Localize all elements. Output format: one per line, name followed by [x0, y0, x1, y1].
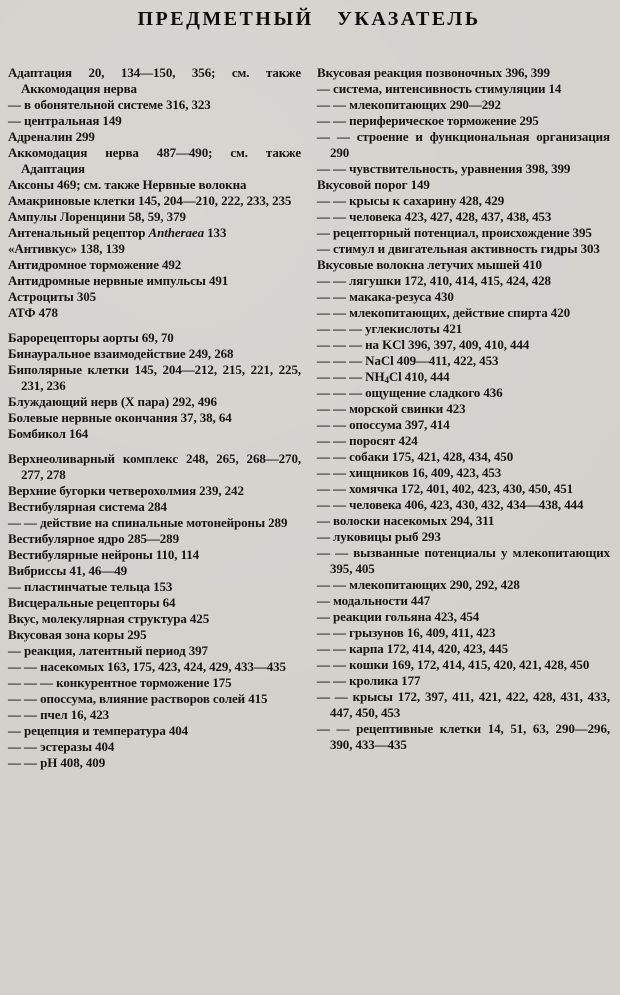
index-entry: — — насекомых 163, 175, 423, 424, 429, 433—435	[8, 659, 286, 674]
index-entry: — — макака-резуса 430	[317, 289, 454, 304]
index-entry: — — млекопитающих, действие спирта 420	[317, 305, 570, 320]
index-entry: АТФ 478	[8, 305, 58, 320]
index-entry: Антидромные нервные импульсы 491	[8, 273, 229, 288]
index-entry: Ампулы Лоренцини 58, 59, 379	[8, 209, 186, 224]
index-entry: Аксоны 469; см. также Нервные волокна	[8, 177, 247, 192]
index-entry: — система, интенсивность стимуляции 14	[317, 81, 562, 96]
index-entry: — реакции гольяна 423, 454	[317, 609, 480, 624]
index-entry: — — — углекислоты 421	[317, 321, 463, 336]
index-entry: — — строение и функциональная организация 290	[317, 129, 610, 160]
index-entry: — — чувствительность, уравнения 398, 399	[317, 161, 571, 176]
index-entry: — — грызунов 16, 409, 411, 423	[317, 625, 496, 640]
index-entry: — — — конкурентное торможение 175	[8, 675, 232, 690]
index-entry: Антенальный рецептор Antheraea 133	[8, 225, 227, 240]
index-entry: Бомбикол 164	[8, 426, 89, 441]
index-entry: Адреналин 299	[8, 129, 95, 144]
index-entry: Барорецепторы аорты 69, 70	[8, 330, 174, 345]
index-column-right	[317, 65, 610, 753]
index-entry: — — поросят 424	[317, 433, 418, 448]
index-column-left	[8, 65, 301, 771]
index-entry: — — млекопитающих 290, 292, 428	[317, 577, 520, 592]
index-entry: — — морской свинки 423	[317, 401, 466, 416]
index-entry: Астроциты 305	[8, 289, 97, 304]
index-entry: Вибриссы 41, 46—49	[8, 563, 128, 578]
index-entry: Болевые нервные окончания 37, 38, 64	[8, 410, 232, 425]
index-entry: — рецепторный потенциал, происхождение 395	[317, 225, 592, 240]
index-entry: Амакриновые клетки 145, 204—210, 222, 233, 235	[8, 193, 292, 208]
index-entry: — стимул и двигательная активность гидры 303	[317, 241, 600, 256]
index-entry: — — карпа 172, 414, 420, 423, 445	[317, 641, 508, 656]
index-entry: Висцеральные рецепторы 64	[8, 595, 176, 610]
index-entry: Верхние бугорки четверохолмия 239, 242	[8, 483, 244, 498]
index-entry: Вестибулярные нейроны 110, 114	[8, 547, 200, 562]
index-entry: Антидромное торможение 492	[8, 257, 182, 272]
index-entry: Вкусовая реакция позвоночных 396, 399	[317, 65, 550, 80]
index-entry: Вкусовая зона коры 295	[8, 627, 147, 642]
index-entry: — — млекопитающих 290—292	[317, 97, 501, 112]
index-entry: — — кошки 169, 172, 414, 415, 420, 421, 428, 450	[317, 657, 590, 672]
index-entry: — — вызванные потенциалы у млекопитающих 395, 405	[317, 545, 610, 576]
index-entry: — — — $NH_4Cl$ 410, 444	[317, 369, 450, 385]
index-entry: — в обонятельной системе 316, 323	[8, 97, 211, 112]
index-entry: — — опоссума 397, 414	[317, 417, 450, 432]
index-entry: — волоски насекомых 294, 311	[317, 513, 495, 528]
index-entry: — — хомячка 172, 401, 402, 423, 430, 450, 451	[317, 481, 574, 496]
index-entry: — — пчел 16, 423	[8, 707, 110, 722]
index-entry: — центральная 149	[8, 113, 122, 128]
index-entry: «Антивкус» 138, 139	[8, 241, 125, 256]
index-entry: Вестибулярное ядро 285—289	[8, 531, 179, 546]
index-entry: — луковицы рыб 293	[317, 529, 441, 544]
index-entry: — рецепция и температура 404	[8, 723, 189, 738]
index-entry: Верхнеоливарный комплекс 248, 265, 268—270, 277, 278	[8, 451, 301, 482]
index-entry: — пластинчатые тельца 153	[8, 579, 173, 594]
index-entry: — — — NaCl 409—411, 422, 453	[317, 353, 499, 368]
index-entry: — реакция, латентный период 397	[8, 643, 208, 658]
index-entry: Блуждающий нерв (X пара) 292, 496	[8, 394, 217, 409]
index-entry: — — действие на спинальные мотонейроны 289	[8, 515, 288, 530]
index-entry: — модальности 447	[317, 593, 431, 608]
index-entry: Бинауральное взаимодействие 249, 268	[8, 346, 234, 361]
index-entry: — — опоссума, влияние растворов солей 415	[8, 691, 268, 706]
index-entry: Вестибулярная система 284	[8, 499, 167, 514]
index-entry: — — кролика 177	[317, 673, 421, 688]
index-entry: — — крысы к сахарину 428, 429	[317, 193, 505, 208]
index-entry: — — лягушки 172, 410, 414, 415, 424, 428	[317, 273, 551, 288]
index-entry: — — человека 423, 427, 428, 437, 438, 453	[317, 209, 552, 224]
index-entry: — — — на KCl 396, 397, 409, 410, 444	[317, 337, 530, 352]
index-entry: — — рецептивные клетки 14, 51, 63, 290—296, 390, 433—435	[317, 721, 610, 752]
page-title: ПРЕДМЕТНЫЙ УКАЗАТЕЛЬ	[137, 8, 481, 30]
index-entry: — — — ощущение сладкого 436	[317, 385, 503, 400]
index-entry: Вкус, молекулярная структура 425	[8, 611, 210, 626]
index-entry: — — периферическое торможение 295	[317, 113, 539, 128]
index-entry: — — эстеразы 404	[8, 739, 115, 754]
index-columns	[8, 65, 610, 771]
index-entry: — — собаки 175, 421, 428, 434, 450	[317, 449, 514, 464]
index-entry: — — хищников 16, 409, 423, 453	[317, 465, 502, 480]
index-entry: Вкусовой порог 149	[317, 177, 430, 192]
index-entry: — — pH 408, 409	[8, 755, 106, 770]
index-entry: Биполярные клетки 145, 204—212, 215, 221, 225, 231, 236	[8, 362, 301, 393]
index-entry: Аккомодация нерва 487—490; см. также Адаптация	[8, 145, 301, 176]
index-entry: Адаптация 20, 134—150, 356; см. также Аккомодация нерва	[8, 65, 301, 96]
index-entry: — — крысы 172, 397, 411, 421, 422, 428, 431, 433, 447, 450, 453	[317, 689, 610, 720]
index-entry: — — человека 406, 423, 430, 432, 434—438, 444	[317, 497, 584, 512]
index-entry: Вкусовые волокна летучих мышей 410	[317, 257, 542, 272]
